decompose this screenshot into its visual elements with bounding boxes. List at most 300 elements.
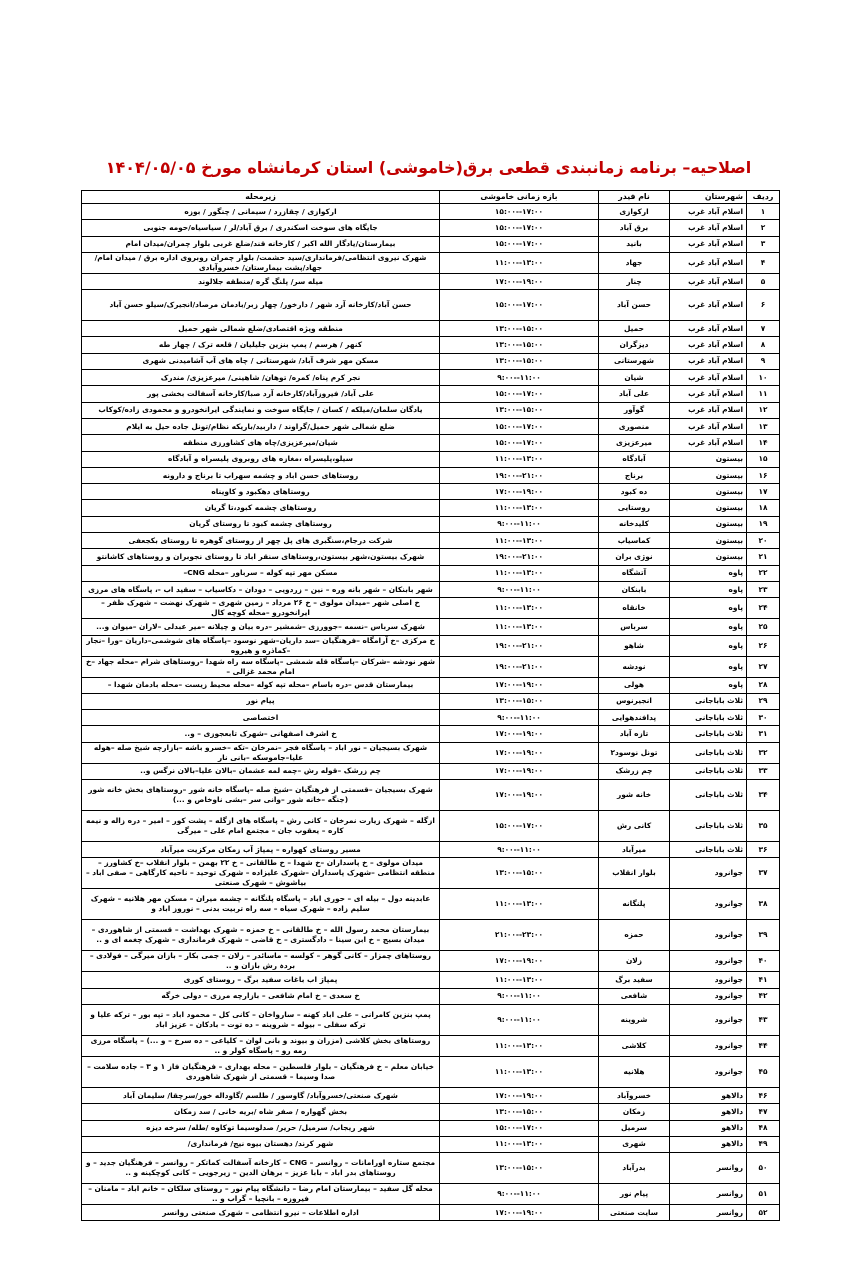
time-window-cell: ۱۵:۰۰--۱۷:۰۰: [440, 811, 599, 842]
time-window-cell: ۱۹:۰۰--۲۱:۰۰: [440, 467, 599, 483]
city-cell: جوانرود: [670, 1056, 747, 1087]
feeder-cell: میرآباد: [599, 842, 670, 858]
area-cell: بیمارستان محمد رسول الله – خ طالقانی – خ حمزه – شهرک بهداشت – قسمتی از شاهوردی – میدان بسیج – خ ابن سینا – دادگستری – خ قاضی – شهرک فرمانداری – شهرک چغمه ای و ..: [82, 920, 440, 951]
city-cell: دالاهو: [670, 1104, 747, 1120]
time-window-cell: ۱۹:۰۰--۲۱:۰۰: [440, 635, 599, 656]
feeder-cell: بلوار انقلاب: [599, 858, 670, 889]
feeder-cell: شیان: [599, 370, 670, 386]
city-cell: جوانرود: [670, 1004, 747, 1035]
time-window-cell: ۱۷:۰۰--۱۹:۰۰: [440, 726, 599, 742]
city-cell: ثلاث باباجانی: [670, 693, 747, 709]
row-number: ۳۰: [747, 710, 780, 726]
feeder-cell: ارکوازی: [599, 204, 670, 220]
table-row: [82, 484, 780, 500]
time-window-cell: ۱۳:۰۰--۱۵:۰۰: [440, 1104, 599, 1120]
row-number: ۲۲: [747, 565, 780, 581]
city-cell: جوانرود: [670, 972, 747, 988]
city-cell: دالاهو: [670, 1087, 747, 1103]
row-number: ۱۴: [747, 435, 780, 451]
row-number: ۱۳: [747, 418, 780, 434]
time-window-cell: ۱۳:۰۰--۱۵:۰۰: [440, 402, 599, 418]
feeder-cell: خانقاه: [599, 598, 670, 619]
row-number: ۱۲: [747, 402, 780, 418]
row-number: ۵۲: [747, 1205, 780, 1221]
table-row: [82, 370, 780, 386]
area-cell: بیمارستان قدس –دره باسام –محله تپه کوله –محله محیط زیست –محله بادمان شهدا –: [82, 677, 440, 693]
time-window-cell: ۹:۰۰--۱۱:۰۰: [440, 710, 599, 726]
city-cell: بیستون: [670, 533, 747, 549]
city-cell: اسلام آباد غرب: [670, 386, 747, 402]
table-row: [82, 220, 780, 236]
city-cell: پاوه: [670, 677, 747, 693]
table-row: [82, 236, 780, 252]
time-window-cell: ۱۵:۰۰--۱۷:۰۰: [440, 418, 599, 434]
table-row: [82, 353, 780, 369]
time-window-cell: ۱۷:۰۰--۱۹:۰۰: [440, 677, 599, 693]
feeder-cell: سرمیل: [599, 1120, 670, 1136]
city-cell: اسلام آباد غرب: [670, 321, 747, 337]
feeder-cell: بانید: [599, 236, 670, 252]
time-window-cell: ۹:۰۰--۱۱:۰۰: [440, 1004, 599, 1035]
table-row: [82, 418, 780, 434]
time-window-cell: ۱۵:۰۰--۱۷:۰۰: [440, 236, 599, 252]
city-cell: ثلاث باباجانی: [670, 726, 747, 742]
city-cell: جوانرود: [670, 920, 747, 951]
city-cell: بیستون: [670, 451, 747, 467]
table-row: [82, 500, 780, 516]
area-cell: شهر نودشه –شرکان –پاسگاه قله شمشی –پاسگاه سه راه شهدا –روستاهای شرام –محله جهاد –خ امام محمد غزالی –: [82, 656, 440, 677]
row-number: ۱۷: [747, 484, 780, 500]
row-number: ۲: [747, 220, 780, 236]
time-window-cell: ۱۳:۰۰--۱۵:۰۰: [440, 1153, 599, 1184]
table-row: [82, 386, 780, 402]
table-row: [82, 1056, 780, 1087]
table-row: [82, 811, 780, 842]
row-number: ۱۱: [747, 386, 780, 402]
row-number: ۳۸: [747, 889, 780, 920]
row-number: ۴۱: [747, 972, 780, 988]
area-cell: اداره اطلاعات – نیرو انتظامی – شهرک صنعتی روانسر: [82, 1205, 440, 1221]
area-cell: شهرک بسیجیان – نور اباد – پاسگاه فجر –نمرخان –تکه –خسرو باشه –بازارچه شیخ صله –هوله علیا–جاموسکه –بانی نار: [82, 742, 440, 763]
time-window-cell: ۱۷:۰۰--۱۹:۰۰: [440, 951, 599, 972]
area-cell: شهرک نیروی انتظامی/فرمانداری/سید حشمت/ بلوار چمران روبروی اداره برق / میدان امام/جهاد/پشت بیمارستان/ خسروآبادی: [82, 252, 440, 273]
area-cell: شهر بابنکان – شهر بانه وره – نین – زردویی – دودان – دکاسیاب – سقید اب -، پاسگاه های مرزی: [82, 581, 440, 597]
time-window-cell: ۱۷:۰۰--۱۹:۰۰: [440, 273, 599, 289]
row-number: ۳: [747, 236, 780, 252]
feeder-cell: علی آباد: [599, 386, 670, 402]
feeder-cell: شهری: [599, 1136, 670, 1152]
table-row: [82, 710, 780, 726]
area-cell: پیام نور: [82, 693, 440, 709]
area-cell: اختصاصی: [82, 710, 440, 726]
time-window-cell: ۱۹:۰۰--۲۱:۰۰: [440, 549, 599, 565]
city-cell: بیستون: [670, 484, 747, 500]
time-window-cell: ۱۱:۰۰--۱۳:۰۰: [440, 1056, 599, 1087]
area-cell: خ اصلی شهر –میدان مولوی – خ ۲۶ مرداد – زمین شهری – شهرک نهضت – شهرک ظفر –ایرانخودرو –محله کوچه کال: [82, 598, 440, 619]
feeder-cell: انجیرنوس: [599, 693, 670, 709]
time-window-cell: ۱۱:۰۰--۱۳:۰۰: [440, 252, 599, 273]
feeder-cell: پیام نور: [599, 1184, 670, 1205]
area-cell: کنهر / هرسم / پمپ بنزین جلیلیان / قلعه ترک / چهار طه: [82, 337, 440, 353]
area-cell: روستاهای بخش کلاشی (مزران و بیوند و بانی لوان – کلیاعی – ده سرخ – و ...) – پاسگاه مرزی رمه رو – پاسگاه کولر و ..: [82, 1035, 440, 1056]
area-cell: مسکن مهر تپه کوله – سرباور –محله CNG–: [82, 565, 440, 581]
city-cell: جوانرود: [670, 889, 747, 920]
city-cell: ثلاث باباجانی: [670, 780, 747, 811]
area-cell: پمپ بنزین کامرانی – علی اباد کهنه – سارواخان – کانی کل – محمود اباد – تپه بور – ترکه علیا و ترکه سفلی – بیوله – شروینه – ده توت – بادکان – عزیز اباد: [82, 1004, 440, 1035]
table-row: [82, 842, 780, 858]
city-cell: اسلام آباد غرب: [670, 337, 747, 353]
city-cell: دالاهو: [670, 1136, 747, 1152]
feeder-cell: آتشگاه: [599, 565, 670, 581]
time-window-cell: ۱۷:۰۰--۱۹:۰۰: [440, 1087, 599, 1103]
table-row: [82, 677, 780, 693]
table-row: [82, 451, 780, 467]
row-number: ۳۶: [747, 842, 780, 858]
table-row: [82, 549, 780, 565]
header-feeder: نام فیدر: [599, 191, 670, 204]
row-number: ۲۷: [747, 656, 780, 677]
feeder-cell: کانی رش: [599, 811, 670, 842]
area-cell: روستاهای دهکبود و کاویناه: [82, 484, 440, 500]
row-number: ۳۹: [747, 920, 780, 951]
row-number: ۲۸: [747, 677, 780, 693]
table-row: [82, 635, 780, 656]
city-cell: ثلاث باباجانی: [670, 710, 747, 726]
header-time-window: بازه زمانی خاموشی: [440, 191, 599, 204]
area-cell: نجر کرم پناه/ کمره/ توهان/ شاهینی/ میرعزیزی/ مندرک: [82, 370, 440, 386]
city-cell: بیستون: [670, 516, 747, 532]
area-cell: جایگاه های سوخت اسکندری / برق آباد/لر / سیاسیاه/حومه جنوبی: [82, 220, 440, 236]
city-cell: بیستون: [670, 467, 747, 483]
city-cell: جوانرود: [670, 988, 747, 1004]
city-cell: اسلام آباد غرب: [670, 220, 747, 236]
area-cell: حسن آباد/کارخانه آرد شهر / دارخور/ چهار زبر/بادمان مرصاد/انجیرک/سیلو حسن آباد: [82, 290, 440, 321]
row-number: ۱۹: [747, 516, 780, 532]
row-number: ۴۷: [747, 1104, 780, 1120]
row-number: ۳۲: [747, 742, 780, 763]
area-cell: شهرک بسیجیان –قسمتی از فرهنگیان –شیخ صله –پاسگاه خانه شور –روستاهای بخش خانه شور (جنگه –خانه شور –وانی سر –بشی ناوخاص و ...): [82, 780, 440, 811]
table-row: [82, 858, 780, 889]
page-title: اصلاحیه– برنامه زمانبندی قطعی برق(خاموشی) استان کرمانشاه مورخ ۱۴۰۴/۰۵/۰۵: [105, 158, 752, 177]
time-window-cell: ۱۵:۰۰--۱۷:۰۰: [440, 1120, 599, 1136]
feeder-cell: هلانیه: [599, 1056, 670, 1087]
row-number: ۱۰: [747, 370, 780, 386]
feeder-cell: حمزه: [599, 920, 670, 951]
area-cell: روستاهای چشمه کبود تا روستای گریان: [82, 516, 440, 532]
row-number: ۴۳: [747, 1004, 780, 1035]
city-cell: اسلام آباد غرب: [670, 353, 747, 369]
table-row: [82, 467, 780, 483]
feeder-cell: پدافندهوایی: [599, 710, 670, 726]
city-cell: جوانرود: [670, 1035, 747, 1056]
city-cell: ثلاث باباجانی: [670, 763, 747, 779]
feeder-cell: جهاد: [599, 252, 670, 273]
city-cell: اسلام آباد غرب: [670, 418, 747, 434]
feeder-cell: هولی: [599, 677, 670, 693]
feeder-cell: زلان: [599, 951, 670, 972]
time-window-cell: ۱۵:۰۰--۱۷:۰۰: [440, 386, 599, 402]
area-cell: میدان مولوی – خ پاسداران –خ شهدا – خ طالقانی – خ ۲۲ بهمن – بلوار انقلاب –خ کشاورز – منطقه انتظامی –شهرک پاسداران –شهرک علیزاده – شهرک توحید – ناحیه کارگاهی – صفی اباد – بیاشوش – شهرک صنعتی: [82, 858, 440, 889]
table-header-row: [82, 191, 780, 204]
area-cell: مسیر روستای کهواره – پمپاژ آب زمکان مرکزیت میرآباد: [82, 842, 440, 858]
city-cell: بیستون: [670, 500, 747, 516]
area-cell: خ سعدی – خ امام شافعی – بازارچه مرزی – دولی خرگه: [82, 988, 440, 1004]
table-row: [82, 889, 780, 920]
time-window-cell: ۱۱:۰۰--۱۳:۰۰: [440, 972, 599, 988]
city-cell: روانسر: [670, 1205, 747, 1221]
area-cell: روستاهای حسن اباد و چشمه سهراب تا برناج و دارونه: [82, 467, 440, 483]
table-row: [82, 533, 780, 549]
table-row: [82, 1136, 780, 1152]
time-window-cell: ۱۳:۰۰--۱۵:۰۰: [440, 321, 599, 337]
area-cell: روستاهای چمزار – کانی گوهر – کولسه – ماسائدر – زلان – جمی بکار – بازان میرگی – فولادی – بردہ رش بازان و ..: [82, 951, 440, 972]
time-window-cell: ۲۱:۰۰--۲۳:۰۰: [440, 920, 599, 951]
area-cell: شهر ریجاب/ سرمیل/ حریر/ صدلوسیما توکاوه /طله/ سرخه دیزه: [82, 1120, 440, 1136]
city-cell: دالاهو: [670, 1120, 747, 1136]
time-window-cell: ۱۳:۰۰--۱۵:۰۰: [440, 353, 599, 369]
area-cell: شرکت درجام،سنگبری های پل چهر از روستای گوهره تا روستای بکجعفی: [82, 533, 440, 549]
city-cell: ثلاث باباجانی: [670, 842, 747, 858]
row-number: ۳۴: [747, 780, 780, 811]
row-number: ۵۱: [747, 1184, 780, 1205]
table-row: [82, 1184, 780, 1205]
row-number: ۴۹: [747, 1136, 780, 1152]
feeder-cell: شاهو: [599, 635, 670, 656]
area-cell: ارکوازی / چقازرد / سیمانی / چنگور / بوزه: [82, 204, 440, 220]
feeder-cell: نوژی بران: [599, 549, 670, 565]
table-row: [82, 951, 780, 972]
table-row: [82, 204, 780, 220]
city-cell: پاوه: [670, 565, 747, 581]
row-number: ۳۷: [747, 858, 780, 889]
area-cell: شهرک سرباس –نسمه –جوورزی –شمشیر –دره بیان و چیلانه –میر عبدلی –لاران –میوان و...: [82, 619, 440, 635]
table-row: [82, 435, 780, 451]
row-number: ۳۳: [747, 763, 780, 779]
row-number: ۱۵: [747, 451, 780, 467]
table-row: [82, 598, 780, 619]
row-number: ۲۶: [747, 635, 780, 656]
table-row: [82, 273, 780, 289]
row-number: ۲۴: [747, 598, 780, 619]
city-cell: پاوه: [670, 581, 747, 597]
row-number: ۹: [747, 353, 780, 369]
feeder-cell: زمکان: [599, 1104, 670, 1120]
city-cell: پاوه: [670, 619, 747, 635]
table-row: [82, 581, 780, 597]
time-window-cell: ۹:۰۰--۱۱:۰۰: [440, 842, 599, 858]
feeder-cell: آبادگاه: [599, 451, 670, 467]
time-window-cell: ۱۱:۰۰--۱۳:۰۰: [440, 619, 599, 635]
feeder-cell: سایت صنعتی: [599, 1205, 670, 1221]
time-window-cell: ۱۱:۰۰--۱۳:۰۰: [440, 1136, 599, 1152]
feeder-cell: ده کبود: [599, 484, 670, 500]
city-cell: جوانرود: [670, 951, 747, 972]
area-cell: خ مرکزی –خ آرامگاه –فرهنگیان –سد داریان–شهر نوسود –پاسگاه های شوشمی–داریان –ورا –نجار –کماذره و هیروه: [82, 635, 440, 656]
table-row: [82, 1153, 780, 1184]
table-row: [82, 252, 780, 273]
table-row: [82, 763, 780, 779]
table-row: [82, 1104, 780, 1120]
feeder-cell: منصوری: [599, 418, 670, 434]
table-row: [82, 321, 780, 337]
row-number: ۲۱: [747, 549, 780, 565]
time-window-cell: ۱۳:۰۰--۱۵:۰۰: [440, 693, 599, 709]
city-cell: اسلام آباد غرب: [670, 236, 747, 252]
city-cell: ثلاث باباجانی: [670, 742, 747, 763]
time-window-cell: ۹:۰۰--۱۱:۰۰: [440, 516, 599, 532]
area-cell: شهرک صنعتی/خسروآباد/ گاوسور / طلسم /گاوداله خور/سرچقا/ سلیمان آباد: [82, 1087, 440, 1103]
city-cell: روانسر: [670, 1153, 747, 1184]
table-row: [82, 1205, 780, 1221]
feeder-cell: حمیل: [599, 321, 670, 337]
row-number: ۶: [747, 290, 780, 321]
area-cell: پمپاژ اب باغات سفید برگ – روستای کوری: [82, 972, 440, 988]
feeder-cell: برق آباد: [599, 220, 670, 236]
table-row: [82, 726, 780, 742]
time-window-cell: ۱۱:۰۰--۱۳:۰۰: [440, 533, 599, 549]
area-cell: چم زرشک –قوله رش –چمه لمه عشمان –بالان علیا–بالان نرگس و..: [82, 763, 440, 779]
header-city: شهرستان: [670, 191, 747, 204]
table-row: [82, 516, 780, 532]
feeder-cell: نودشه: [599, 656, 670, 677]
area-cell: خ اشرف اصفهانی –شهرک تابعجوزی – و..: [82, 726, 440, 742]
table-row: [82, 988, 780, 1004]
table-row: [82, 619, 780, 635]
area-cell: سیلو،پلیسراه ،مغازه های روبروی پلیسراه و آبادگاه: [82, 451, 440, 467]
city-cell: اسلام آباد غرب: [670, 370, 747, 386]
city-cell: اسلام آباد غرب: [670, 435, 747, 451]
row-number: ۵۰: [747, 1153, 780, 1184]
feeder-cell: سفید برگ: [599, 972, 670, 988]
row-number: ۳۱: [747, 726, 780, 742]
time-window-cell: ۱۵:۰۰--۱۷:۰۰: [440, 435, 599, 451]
row-number: ۴۴: [747, 1035, 780, 1056]
table-body: [82, 204, 780, 1221]
time-window-cell: ۱۵:۰۰--۱۷:۰۰: [440, 290, 599, 321]
time-window-cell: ۱۱:۰۰--۱۳:۰۰: [440, 500, 599, 516]
table-row: [82, 402, 780, 418]
area-cell: علی آباد/ فیروزآباد/کارخانه آرد صبا/کارخانه آسفالت بخشی پور: [82, 386, 440, 402]
time-window-cell: ۱۵:۰۰--۱۷:۰۰: [440, 204, 599, 220]
area-cell: منطقه ویژه اقتصادی/ضلع شمالی شهر حمیل: [82, 321, 440, 337]
row-number: ۸: [747, 337, 780, 353]
area-cell: ازگله – شهرک زیارت نمرخان – کانی رش – پاسگاه های ازگله – پشت کور – امیر – دره زاله و نیمه کاره – یعقوب جان – مجتمع امام علی – میرگی: [82, 811, 440, 842]
table-row: [82, 693, 780, 709]
table-row: [82, 780, 780, 811]
city-cell: ثلاث باباجانی: [670, 811, 747, 842]
area-cell: ضلع شمالی شهر حمیل/گراوند / داربید/باریکه نظام/تونل جاده حیل به ایلام: [82, 418, 440, 434]
row-number: ۱: [747, 204, 780, 220]
area-cell: شهرک بیستون،شهر بیستون،روستاهای سنقر اباد تا روستای نجوبران و روستاهای کاشانتو: [82, 549, 440, 565]
time-window-cell: ۱۹:۰۰--۲۱:۰۰: [440, 656, 599, 677]
table-row: [82, 742, 780, 763]
header-row-number: ردیف: [747, 191, 780, 204]
row-number: ۴: [747, 252, 780, 273]
city-cell: پاوه: [670, 635, 747, 656]
time-window-cell: ۹:۰۰--۱۱:۰۰: [440, 1184, 599, 1205]
feeder-cell: بابنکان: [599, 581, 670, 597]
area-cell: یادگان سلمان/میلکه / کسان / جایگاه سوخت و نمایندگی ایرانخودرو و محمودی زاده/کوکاب: [82, 402, 440, 418]
feeder-cell: برناج: [599, 467, 670, 483]
row-number: ۷: [747, 321, 780, 337]
header-area: زیرمحله: [82, 191, 440, 204]
city-cell: روانسر: [670, 1184, 747, 1205]
time-window-cell: ۱۷:۰۰--۱۹:۰۰: [440, 780, 599, 811]
feeder-cell: پلنگانه: [599, 889, 670, 920]
row-number: ۵: [747, 273, 780, 289]
row-number: ۲۳: [747, 581, 780, 597]
row-number: ۴۵: [747, 1056, 780, 1087]
area-cell: مجتمع ستاره اورامانات – روانسر – CNG – کارخانه آسفالت کماتکر – روانسر – فرهنگیان جدید – و روستاهای بدر اباد – بابا عزیز – برهان الدین – زیرجویی – کانی کوچکینه و ..: [82, 1153, 440, 1184]
row-number: ۲۰: [747, 533, 780, 549]
feeder-cell: شروینه: [599, 1004, 670, 1035]
area-cell: عابدینه دول – بیله ای – حوری اباد – پاسگاه پلنگانه – چشمه میران – مسکن مهر هلانیه – شهرک سلیم زاده – شهرک سیاه – سه راه تربیت بدنی – نوروز اباد و: [82, 889, 440, 920]
outage-schedule-table: [81, 190, 780, 1221]
row-number: ۴۸: [747, 1120, 780, 1136]
city-cell: اسلام آباد غرب: [670, 290, 747, 321]
time-window-cell: ۱۷:۰۰--۱۹:۰۰: [440, 763, 599, 779]
table-row: [82, 1004, 780, 1035]
city-cell: جوانرود: [670, 858, 747, 889]
table-row: [82, 972, 780, 988]
feeder-cell: خانه شور: [599, 780, 670, 811]
row-number: ۲۵: [747, 619, 780, 635]
area-cell: مسکن مهر شرف آباد/ شهرستانی / چاه های آب آشامیدنی شهری: [82, 353, 440, 369]
time-window-cell: ۱۱:۰۰--۱۳:۰۰: [440, 889, 599, 920]
feeder-cell: چنار: [599, 273, 670, 289]
city-cell: پاوه: [670, 598, 747, 619]
feeder-cell: کلیدخانه: [599, 516, 670, 532]
time-window-cell: ۱۳:۰۰--۱۵:۰۰: [440, 858, 599, 889]
feeder-cell: شهرستانی: [599, 353, 670, 369]
time-window-cell: ۱۷:۰۰--۱۹:۰۰: [440, 1205, 599, 1221]
feeder-cell: حسن آباد: [599, 290, 670, 321]
table-row: [82, 290, 780, 321]
feeder-cell: گوآور: [599, 402, 670, 418]
row-number: ۴۲: [747, 988, 780, 1004]
feeder-cell: تونل نوسود۲: [599, 742, 670, 763]
table-row: [82, 337, 780, 353]
row-number: ۴۶: [747, 1087, 780, 1103]
time-window-cell: ۹:۰۰--۱۱:۰۰: [440, 581, 599, 597]
time-window-cell: ۱۱:۰۰--۱۳:۰۰: [440, 451, 599, 467]
area-cell: روستاهای چشمه کبود،تا گریان: [82, 500, 440, 516]
area-cell: شیان/میرعزیزی/چاه های کشاورزی منطقه: [82, 435, 440, 451]
feeder-cell: سرباس: [599, 619, 670, 635]
time-window-cell: ۱۱:۰۰--۱۳:۰۰: [440, 565, 599, 581]
feeder-cell: کماسیاب: [599, 533, 670, 549]
table-row: [82, 1120, 780, 1136]
feeder-cell: چم زرشک: [599, 763, 670, 779]
feeder-cell: دیزگران: [599, 337, 670, 353]
time-window-cell: ۱۵:۰۰--۱۷:۰۰: [440, 220, 599, 236]
row-number: ۴۰: [747, 951, 780, 972]
feeder-cell: شافعی: [599, 988, 670, 1004]
row-number: ۳۵: [747, 811, 780, 842]
row-number: ۲۹: [747, 693, 780, 709]
feeder-cell: بدرآباد: [599, 1153, 670, 1184]
feeder-cell: کلاشی: [599, 1035, 670, 1056]
city-cell: اسلام آباد غرب: [670, 273, 747, 289]
area-cell: میله سر/ پلنگ گره /منطقه جلالوند: [82, 273, 440, 289]
area-cell: بخش گهواره / صفر شاه /بریه خانی / سد زمکان: [82, 1104, 440, 1120]
area-cell: خیابان معلم – خ فرهنگیان – بلوار فلسطین – محله بهداری – فرهنگیان فاز ۱ و ۳ – جاده سلامت – صدا وسیما – قسمتی از شهرک شاهوردی: [82, 1056, 440, 1087]
city-cell: اسلام آباد غرب: [670, 204, 747, 220]
row-number: ۱۶: [747, 467, 780, 483]
time-window-cell: ۱۱:۰۰--۱۳:۰۰: [440, 1035, 599, 1056]
time-window-cell: ۱۱:۰۰--۱۳:۰۰: [440, 598, 599, 619]
time-window-cell: ۱۷:۰۰--۱۹:۰۰: [440, 484, 599, 500]
